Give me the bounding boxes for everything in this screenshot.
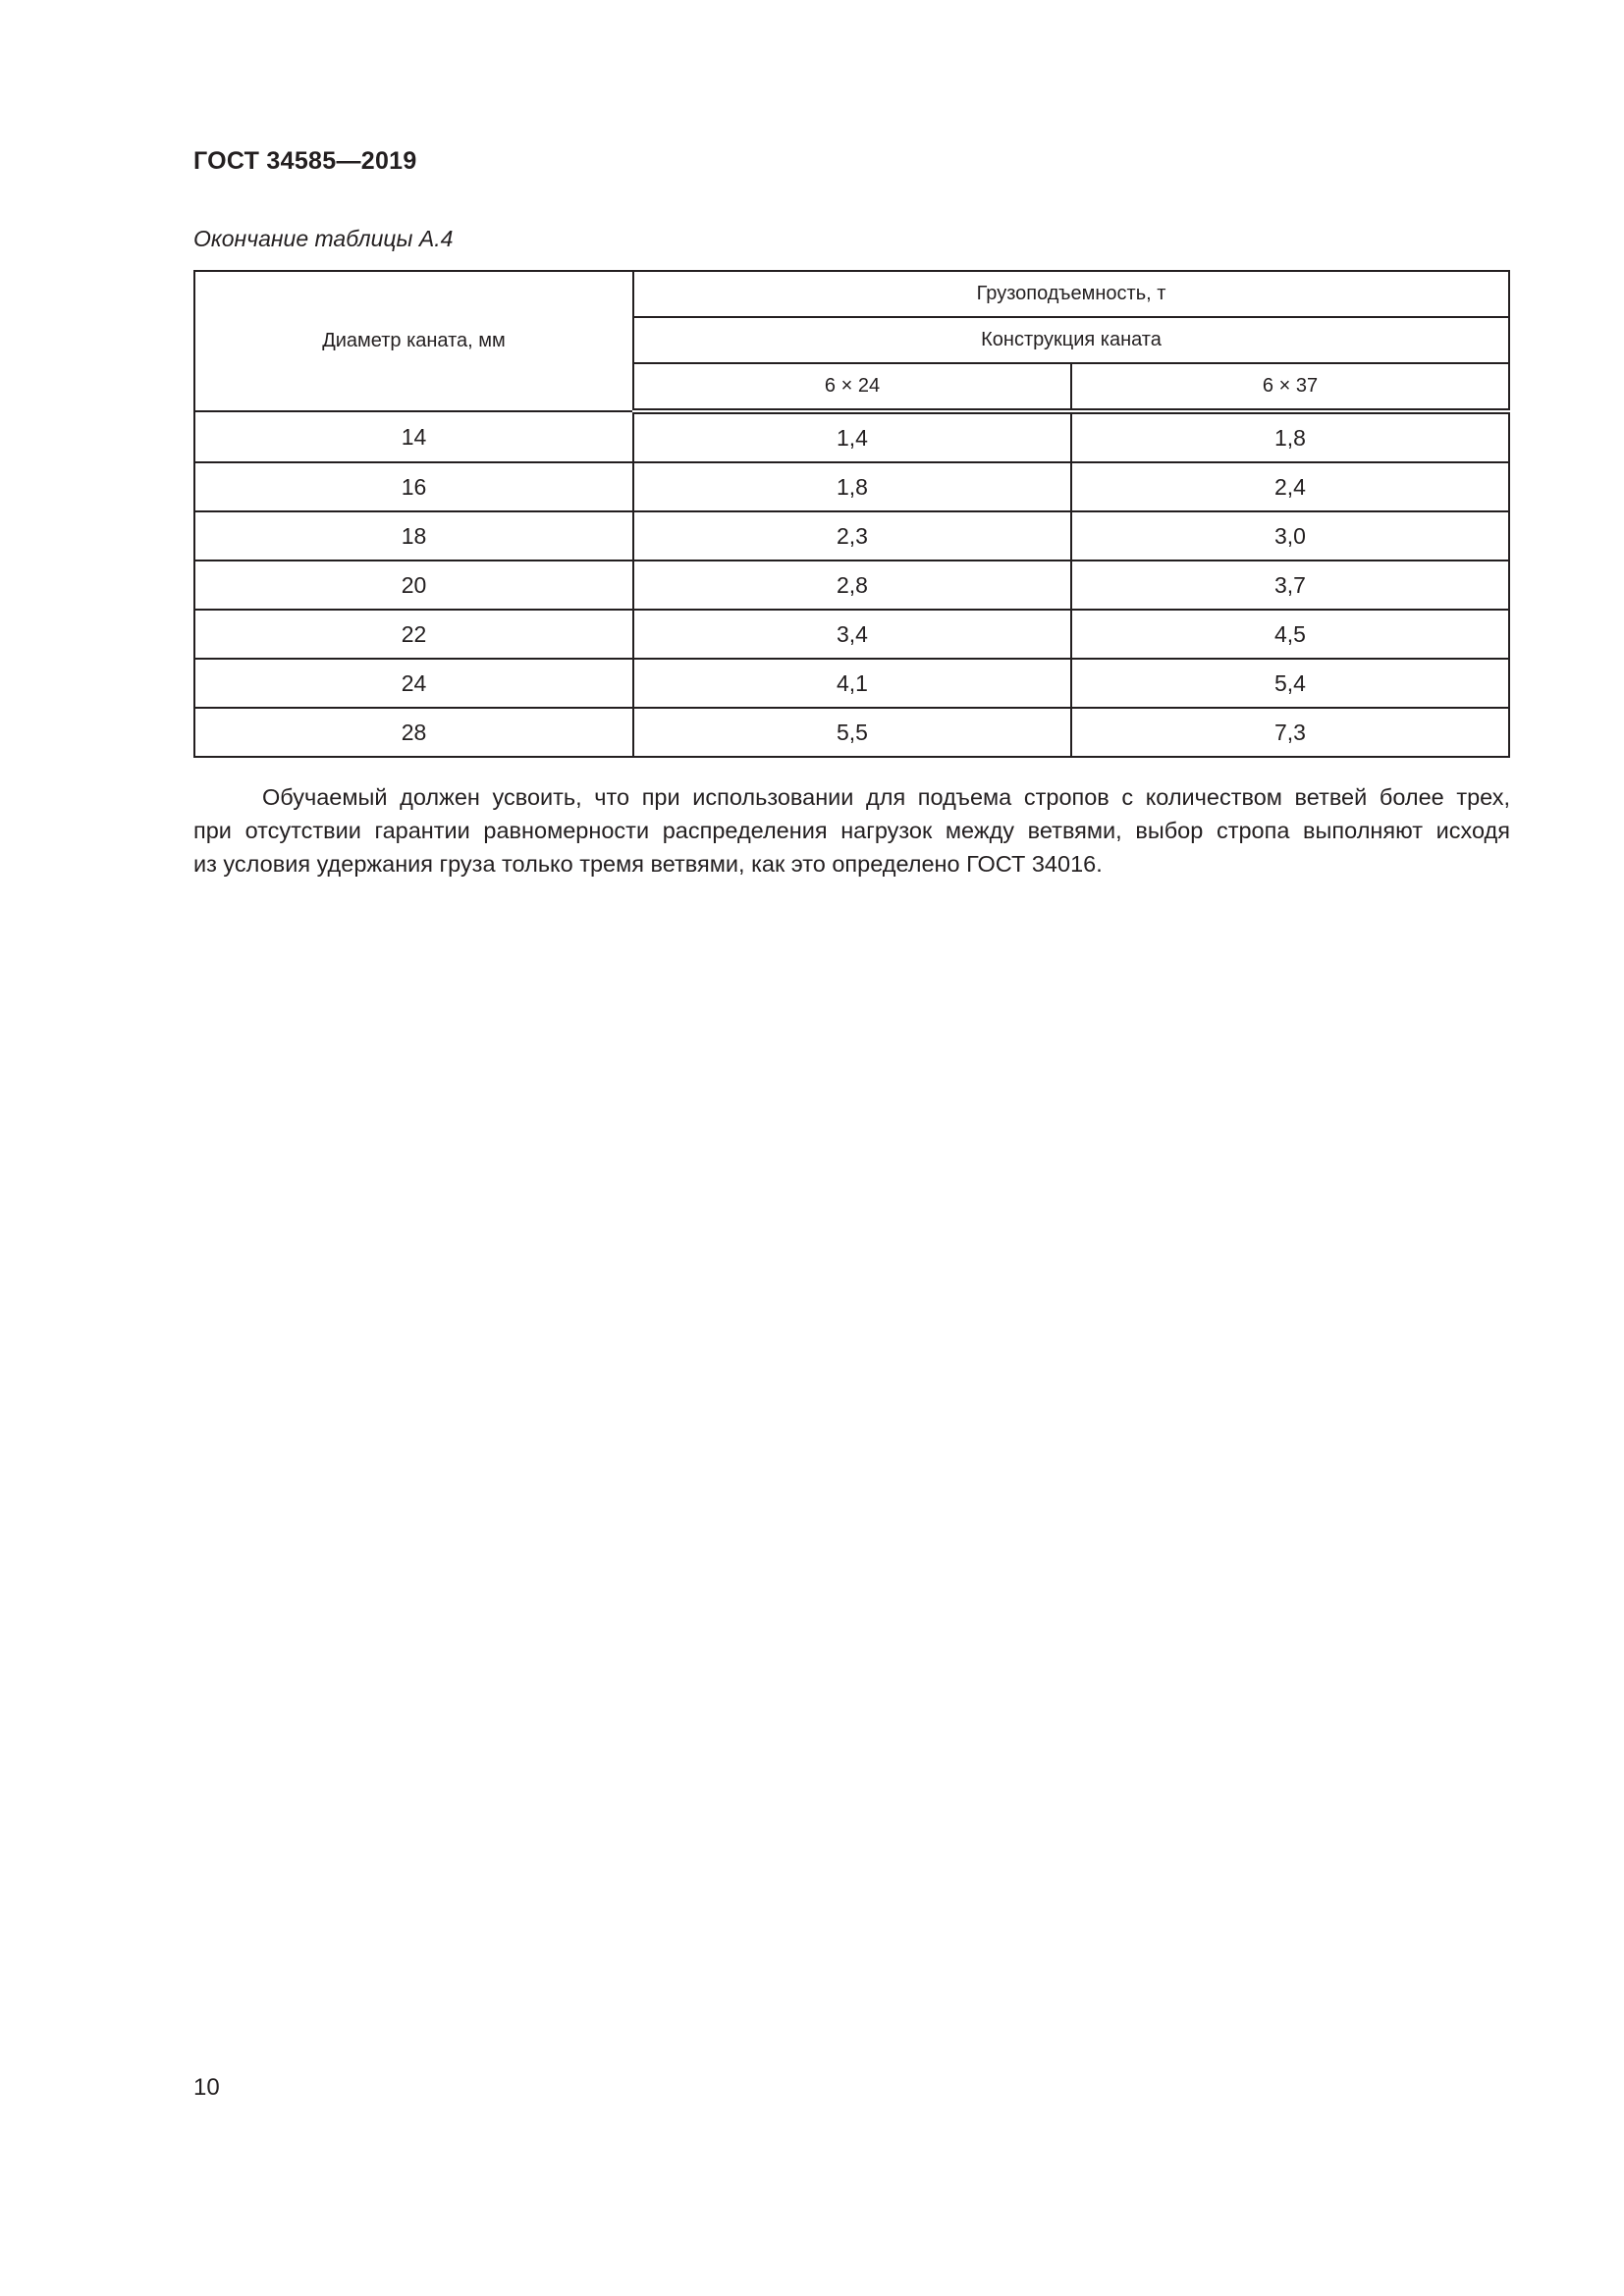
paragraph-line: из условия удержания груза только тремя ветвями, как это определено ГОСТ 34016.: [193, 851, 1103, 877]
table-caption: Окончание таблицы А.4: [193, 226, 454, 251]
cell-6x24: 2,3: [633, 511, 1071, 561]
cell-6x24: 2,8: [633, 561, 1071, 610]
cell-diameter: 22: [194, 610, 633, 659]
body-paragraph: [193, 780, 1510, 881]
header-diameter: Диаметр каната, мм: [194, 271, 633, 411]
table-head: [194, 271, 1509, 411]
table-row: [194, 610, 1509, 659]
cell-6x24: 4,1: [633, 659, 1071, 708]
table-row: [194, 462, 1509, 511]
cell-6x24: 1,8: [633, 462, 1071, 511]
table-row: [194, 708, 1509, 757]
cell-6x37: 3,0: [1071, 511, 1509, 561]
cell-diameter: 24: [194, 659, 633, 708]
cell-6x24: 1,4: [633, 411, 1071, 462]
header-construction: Конструкция каната: [633, 317, 1509, 363]
cell-6x24: 5,5: [633, 708, 1071, 757]
header-col-6x37: 6 × 37: [1071, 363, 1509, 411]
table-row: [194, 511, 1509, 561]
page-number: 10: [193, 2074, 220, 2101]
header-capacity: Грузоподъемность, т: [633, 271, 1509, 317]
rope-capacity-table: [193, 270, 1510, 758]
table-row: [194, 561, 1509, 610]
cell-6x37: 2,4: [1071, 462, 1509, 511]
cell-6x37: 4,5: [1071, 610, 1509, 659]
cell-6x37: 5,4: [1071, 659, 1509, 708]
header-col-6x24: 6 × 24: [633, 363, 1071, 411]
cell-diameter: 28: [194, 708, 633, 757]
table-body: [194, 411, 1509, 757]
table-row: [194, 659, 1509, 708]
cell-6x37: 7,3: [1071, 708, 1509, 757]
table-row: [194, 411, 1509, 462]
cell-6x37: 1,8: [1071, 411, 1509, 462]
cell-diameter: 18: [194, 511, 633, 561]
document-header: ГОСТ 34585—2019: [193, 147, 417, 175]
cell-6x24: 3,4: [633, 610, 1071, 659]
paragraph-line: Обучаемый должен усвоить, что при использовании для подъема стропов с количеством ветвей более трех,: [262, 784, 1510, 810]
paragraph-line: при отсутствии гарантии равномерности распределения нагрузок между ветвями, выбор стропа выполняют исходя: [193, 818, 1510, 843]
cell-6x37: 3,7: [1071, 561, 1509, 610]
cell-diameter: 14: [194, 411, 633, 462]
table-header-row: [194, 271, 1509, 317]
cell-diameter: 20: [194, 561, 633, 610]
cell-diameter: 16: [194, 462, 633, 511]
